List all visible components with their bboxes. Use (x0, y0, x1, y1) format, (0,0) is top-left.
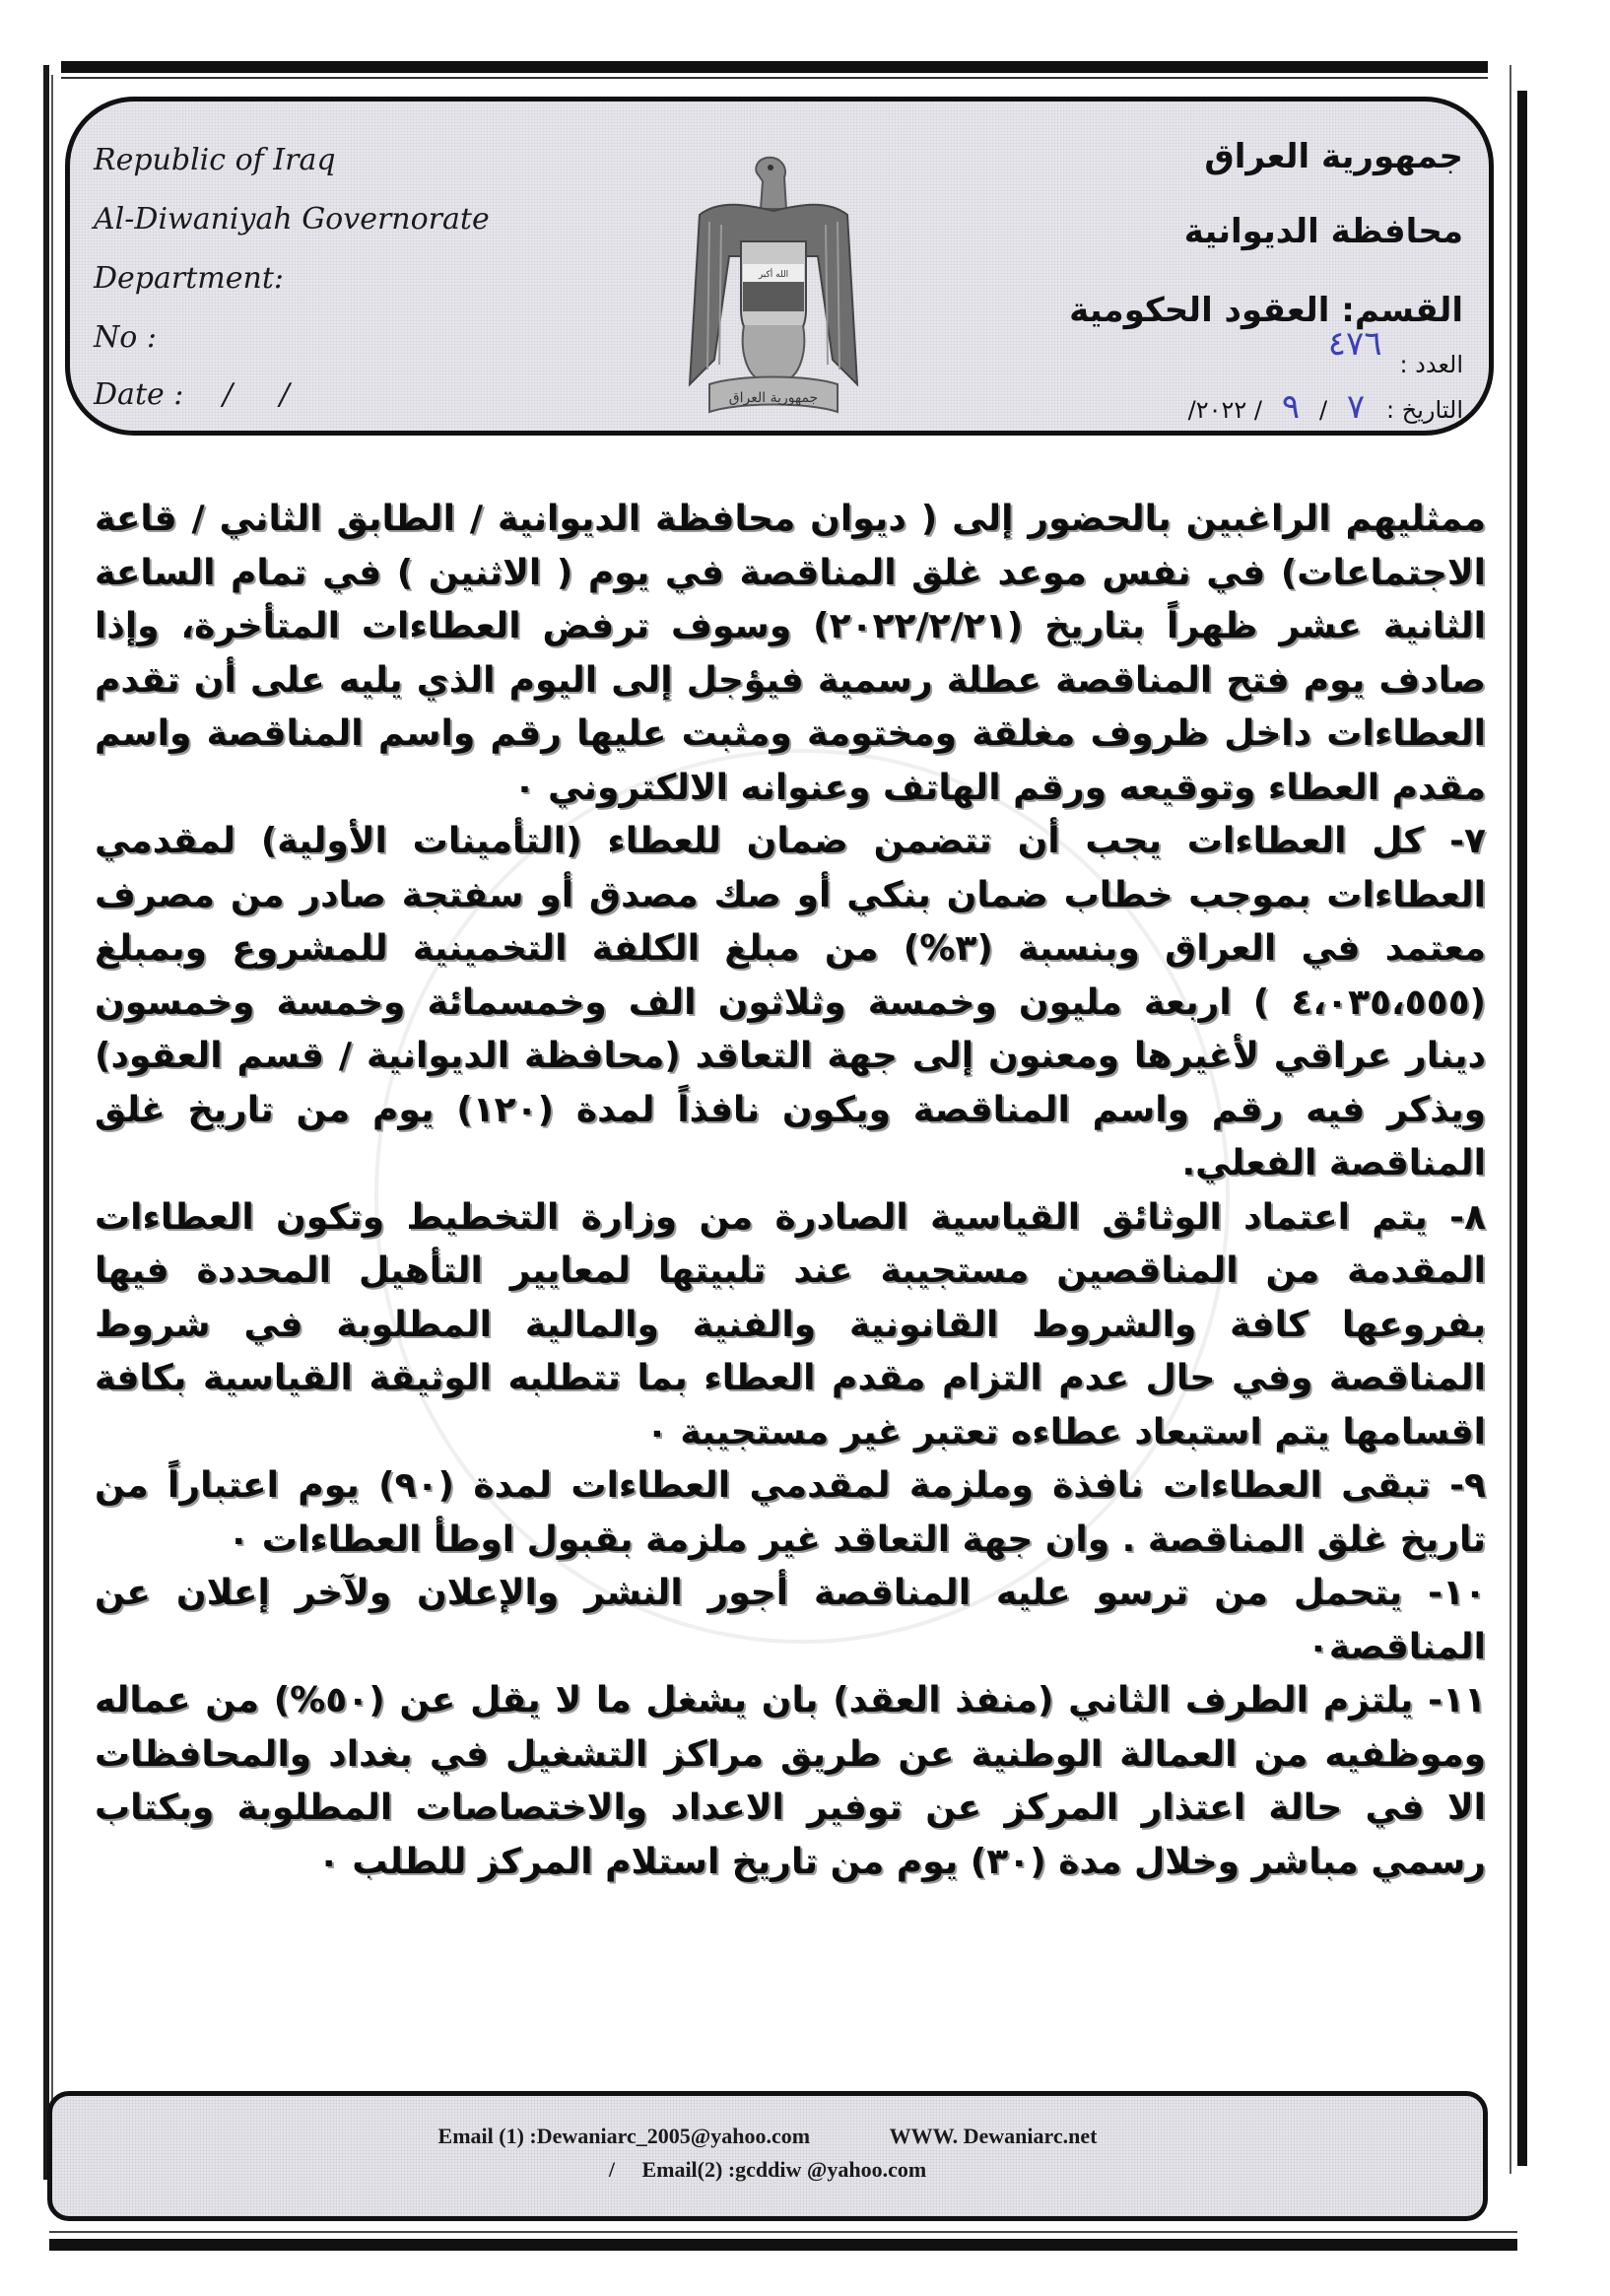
document-body (95, 493, 1486, 1889)
clause-11: ١١- يلتزم الطرف الثاني (منفذ العقد) بان يشغل ما لا يقل عن (٥٠%) من عماله وموظفيه من العمالة الوطنية عن طريق مراكز التشغيل في بغداد والمحافظات الا في حالة اعتذار المركز عن توفير الاعداد والاختصاصات المطلوبة وبكتاب رسمي مباشر وخلال مدة (٣٠) يوم من تاريخ استلام المركز للطلب ٠ (95, 1680, 1487, 1882)
clause-10: ١٠- يتحمل من ترسو عليه المناقصة أجور النشر والإعلان ولآخر إعلان عن المناقصة٠ (95, 1573, 1486, 1667)
page-frame-right-rule (1509, 65, 1511, 2174)
iraq-coat-of-arms-icon (650, 138, 897, 424)
english-date-row (94, 377, 290, 412)
english-date-separators: / / (222, 377, 290, 412)
clause-7: ٧- كل العطاءات يجب أن تتضمن ضمان للعطاء (التأمينات الأولية) لمقدمي العطاءات بموجب خطاب ضمان بنكي أو صك مصدق أو سفتجة صادر من مصرف معتمد في العراق وبنسبة (٣%) من مبلغ الكلفة التخمينية للمشروع وبمبلغ (٤،٠٣٥،٥٥٥ ) اربعة مليون وخمسة وثلاثون الف وخمسمائة وخمسة وخمسون دينار عراقي لأغيرها ومعنون إلى جهة التعاقد (محافظة الديوانية / قسم العقود) ويذكر فيه رقم واسم المناقصة ويكون نافذاً لمدة (١٢٠) يوم من تاريخ غلق المناقصة الفعلي. (95, 821, 1486, 1183)
paragraph-continuation: ممثليهم الراغبين بالحضور إلى ( ديوان محافظة الديوانية / الطابق الثاني / قاعة الاجتماعات) في نفس موعد غلق المناقصة في يوم ( الاثنين ) في تمام الساعة الثانية عشر ظهراً بتاريخ (٢٠٢٢/٢/٢١) وسوف ترفض العطاءات المتأخرة، وإذا صادف يوم فتح المناقصة عطلة رسمية فيؤجل إلى اليوم الذي يليه على أن تقدم العطاءات داخل ظروف مغلقة ومختومة ومثبت عليها رقم واسم المناقصة واسم مقدم العطاء وتوقيعه ورقم الهاتف وعنوانه الالكتروني ٠ (95, 499, 1486, 808)
page-frame-top (61, 61, 1488, 73)
page-frame-right (1517, 91, 1527, 2166)
english-date-label: Date : (94, 377, 184, 412)
arabic-date-year: / ٢٠٢٢/ (1187, 396, 1262, 424)
letterhead-footer (47, 2091, 1488, 2221)
page-frame-bottom-rule (49, 2231, 1517, 2233)
arabic-number-label: العدد : (1399, 351, 1463, 378)
english-country: Republic of Iraq (94, 143, 336, 177)
page-frame-bottom (49, 2239, 1517, 2251)
english-number-label: No : (94, 320, 157, 355)
footer-website[interactable]: WWW. Dewaniarc.net (889, 2124, 1098, 2148)
page-frame-top-rule (61, 77, 1488, 79)
handwritten-number: ٤٧٦ (1327, 324, 1382, 364)
footer-contact-line-1 (52, 2124, 1483, 2149)
arabic-date-row: التاريخ : ٧ / ٩ / ٢٠٢٢/ (1187, 387, 1463, 427)
english-governorate: Al-Diwaniyah Governorate (94, 202, 490, 236)
page-frame-left (43, 65, 49, 2180)
handwritten-date-month: ٩ (1281, 387, 1301, 427)
page-frame-left-rule (51, 75, 53, 2174)
arabic-governorate: محافظة الديوانية (1183, 212, 1463, 251)
arabic-country: جمهورية العراق (1204, 137, 1463, 176)
handwritten-date-day: ٧ (1346, 387, 1366, 427)
clause-9: ٩- تبقى العطاءات نافذة وملزمة لمقدمي العطاءات لمدة (٩٠) يوم اعتباراً من تاريخ غلق المناقصة . وان جهة التعاقد غير ملزمة بقبول اوطأ العطاءات ٠ (95, 1465, 1486, 1560)
footer-email-2[interactable]: / Email(2) :gcddiw @yahoo.com (608, 2157, 927, 2182)
clause-8: ٨- يتم اعتماد الوثائق القياسية الصادرة من وزارة التخطيط وتكون العطاءات المقدمة من المناقصين مستجيبة عند تلبيتها لمعايير التأهيل المحددة فيها بفروعها كافة والشروط القانونية والفنية والمالية المطلوبة في شروط المناقصة وفي حال عدم التزام مقدم العطاء بما تتطلبه الوثيقة القياسية بكافة اقسامها يتم استبعاد عطاءه تعتبر غير مستجيبة ٠ (95, 1196, 1486, 1452)
arabic-number-row (1327, 324, 1463, 381)
arabic-date-label: التاريخ : (1385, 396, 1463, 424)
footer-email-1[interactable]: Email (1) :Dewaniarc_2005@yahoo.com (437, 2124, 811, 2148)
svg-text:جمهورية العراق: جمهورية العراق (728, 390, 819, 406)
svg-text:الله أكبر: الله أكبر (758, 270, 789, 280)
english-department-label: Department: (94, 261, 284, 296)
arabic-department: القسم: العقود الحكومية (1069, 291, 1463, 330)
